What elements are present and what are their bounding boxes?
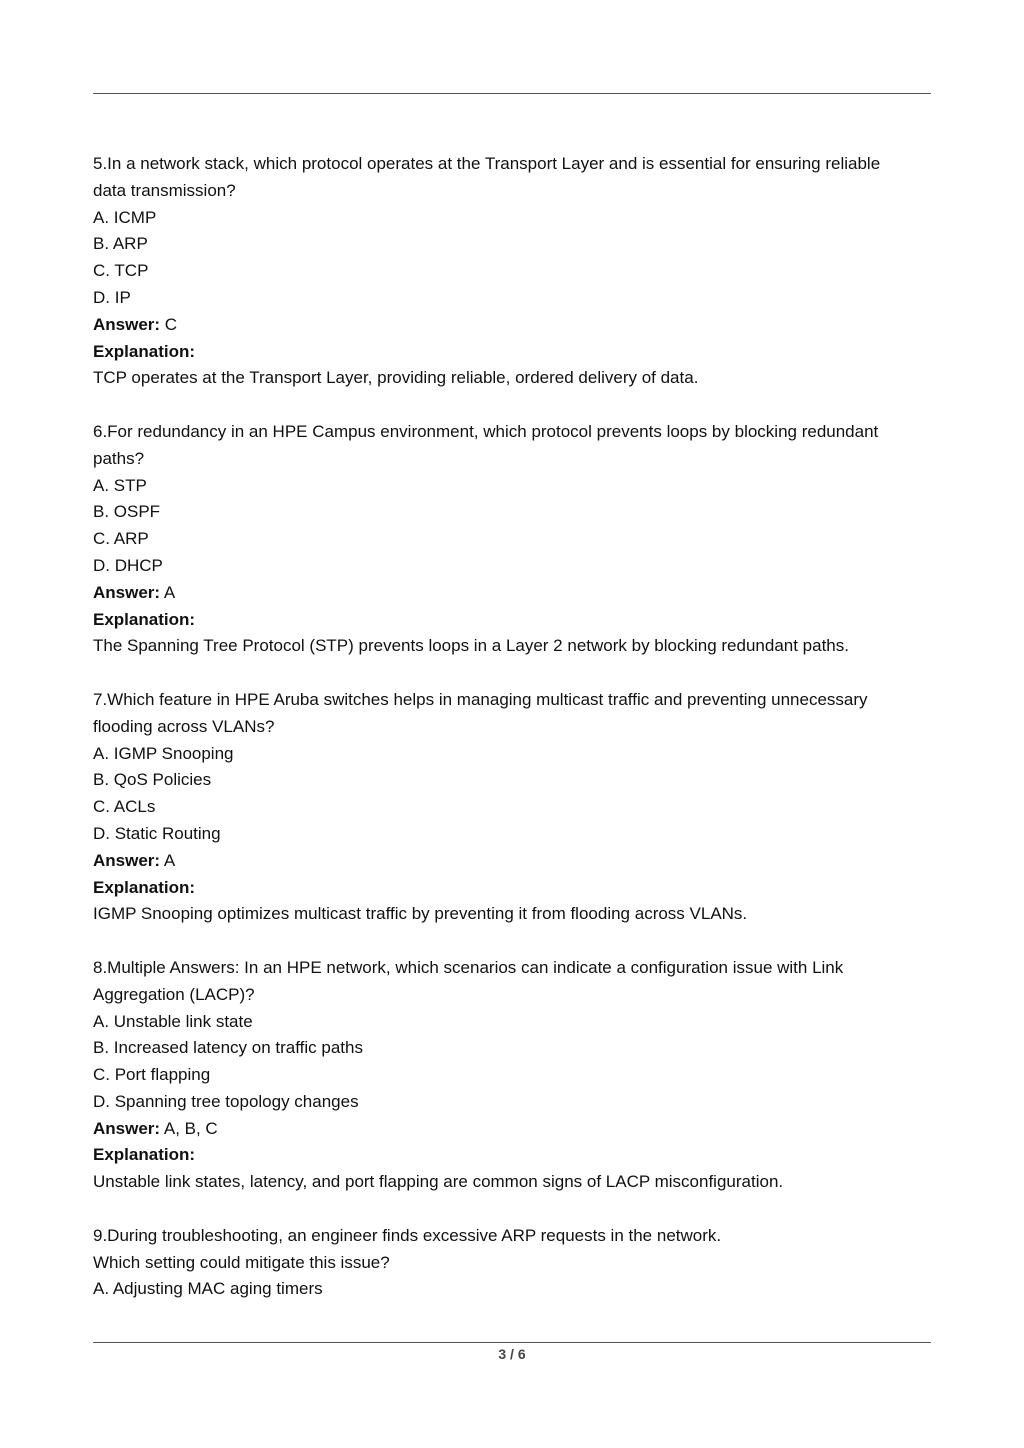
answer-label: Answer: [93, 1118, 161, 1138]
question-9 [93, 1223, 953, 1303]
question-5 [93, 151, 953, 392]
answer-value: A [160, 850, 176, 870]
option: A. IGMP Snooping [93, 743, 234, 763]
option: B. OSPF [93, 502, 161, 522]
answer-label: Answer: [93, 582, 161, 602]
explanation: The Spanning Tree Protocol (STP) prevents loops in a Layer 2 network by blocking redundant paths. [93, 636, 849, 656]
answer [93, 580, 953, 607]
option: D. Static Routing [93, 823, 221, 843]
explanation: TCP operates at the Transport Layer, providing reliable, ordered delivery of data. [93, 368, 699, 388]
option: D. DHCP [93, 555, 163, 575]
question-8 [93, 955, 953, 1196]
option: A. Unstable link state [93, 1011, 253, 1031]
answer-value: C [160, 314, 178, 334]
question-stem: data transmission? [93, 180, 236, 200]
explanation-label: Explanation: [93, 1145, 196, 1165]
option: C. TCP [93, 261, 149, 281]
answer-value: A [160, 582, 176, 602]
option: B. ARP [93, 234, 148, 254]
option: B. Increased latency on traffic paths [93, 1038, 363, 1058]
question-stem: 6.For redundancy in an HPE Campus environment, which protocol prevents loops by blocking redundant [93, 421, 879, 441]
answer-label: Answer: [93, 850, 161, 870]
footer-rule [93, 1342, 931, 1343]
question-7 [93, 687, 953, 928]
question-stem: Aggregation (LACP)? [93, 984, 255, 1004]
question-stem: paths? [93, 448, 145, 468]
question-6 [93, 419, 953, 660]
explanation-label: Explanation: [93, 341, 196, 361]
answer-label: Answer: [93, 314, 161, 334]
page-content [93, 151, 953, 1330]
header-rule [93, 93, 931, 94]
answer-value: A, B, C [160, 1118, 218, 1138]
explanation-label: Explanation: [93, 877, 196, 897]
answer [93, 848, 953, 875]
option: C. Port flapping [93, 1065, 211, 1085]
option: A. Adjusting MAC aging timers [93, 1279, 323, 1299]
option: D. IP [93, 287, 131, 307]
question-stem: 7.Which feature in HPE Aruba switches helps in managing multicast traffic and preventing unnecessary [93, 689, 868, 709]
question-stem: Which setting could mitigate this issue? [93, 1252, 390, 1272]
option: D. Spanning tree topology changes [93, 1091, 359, 1111]
answer [93, 1116, 953, 1143]
explanation: IGMP Snooping optimizes multicast traffic by preventing it from flooding across VLANs. [93, 904, 748, 924]
explanation-label: Explanation: [93, 609, 196, 629]
explanation: Unstable link states, latency, and port flapping are common signs of LACP misconfiguration. [93, 1172, 784, 1192]
option: C. ACLs [93, 797, 156, 817]
question-stem: 9.During troubleshooting, an engineer finds excessive ARP requests in the network. [93, 1225, 722, 1245]
answer [93, 312, 953, 339]
option: B. QoS Policies [93, 770, 212, 790]
page-number: 3 / 6 [498, 1346, 526, 1362]
question-stem: flooding across VLANs? [93, 716, 275, 736]
question-stem: 8.Multiple Answers: In an HPE network, which scenarios can indicate a configuration issue with Link [93, 957, 844, 977]
question-stem: 5.In a network stack, which protocol operates at the Transport Layer and is essential for ensuring reliable [93, 154, 881, 173]
option: A. STP [93, 475, 147, 495]
option: A. ICMP [93, 207, 157, 227]
option: C. ARP [93, 529, 149, 549]
